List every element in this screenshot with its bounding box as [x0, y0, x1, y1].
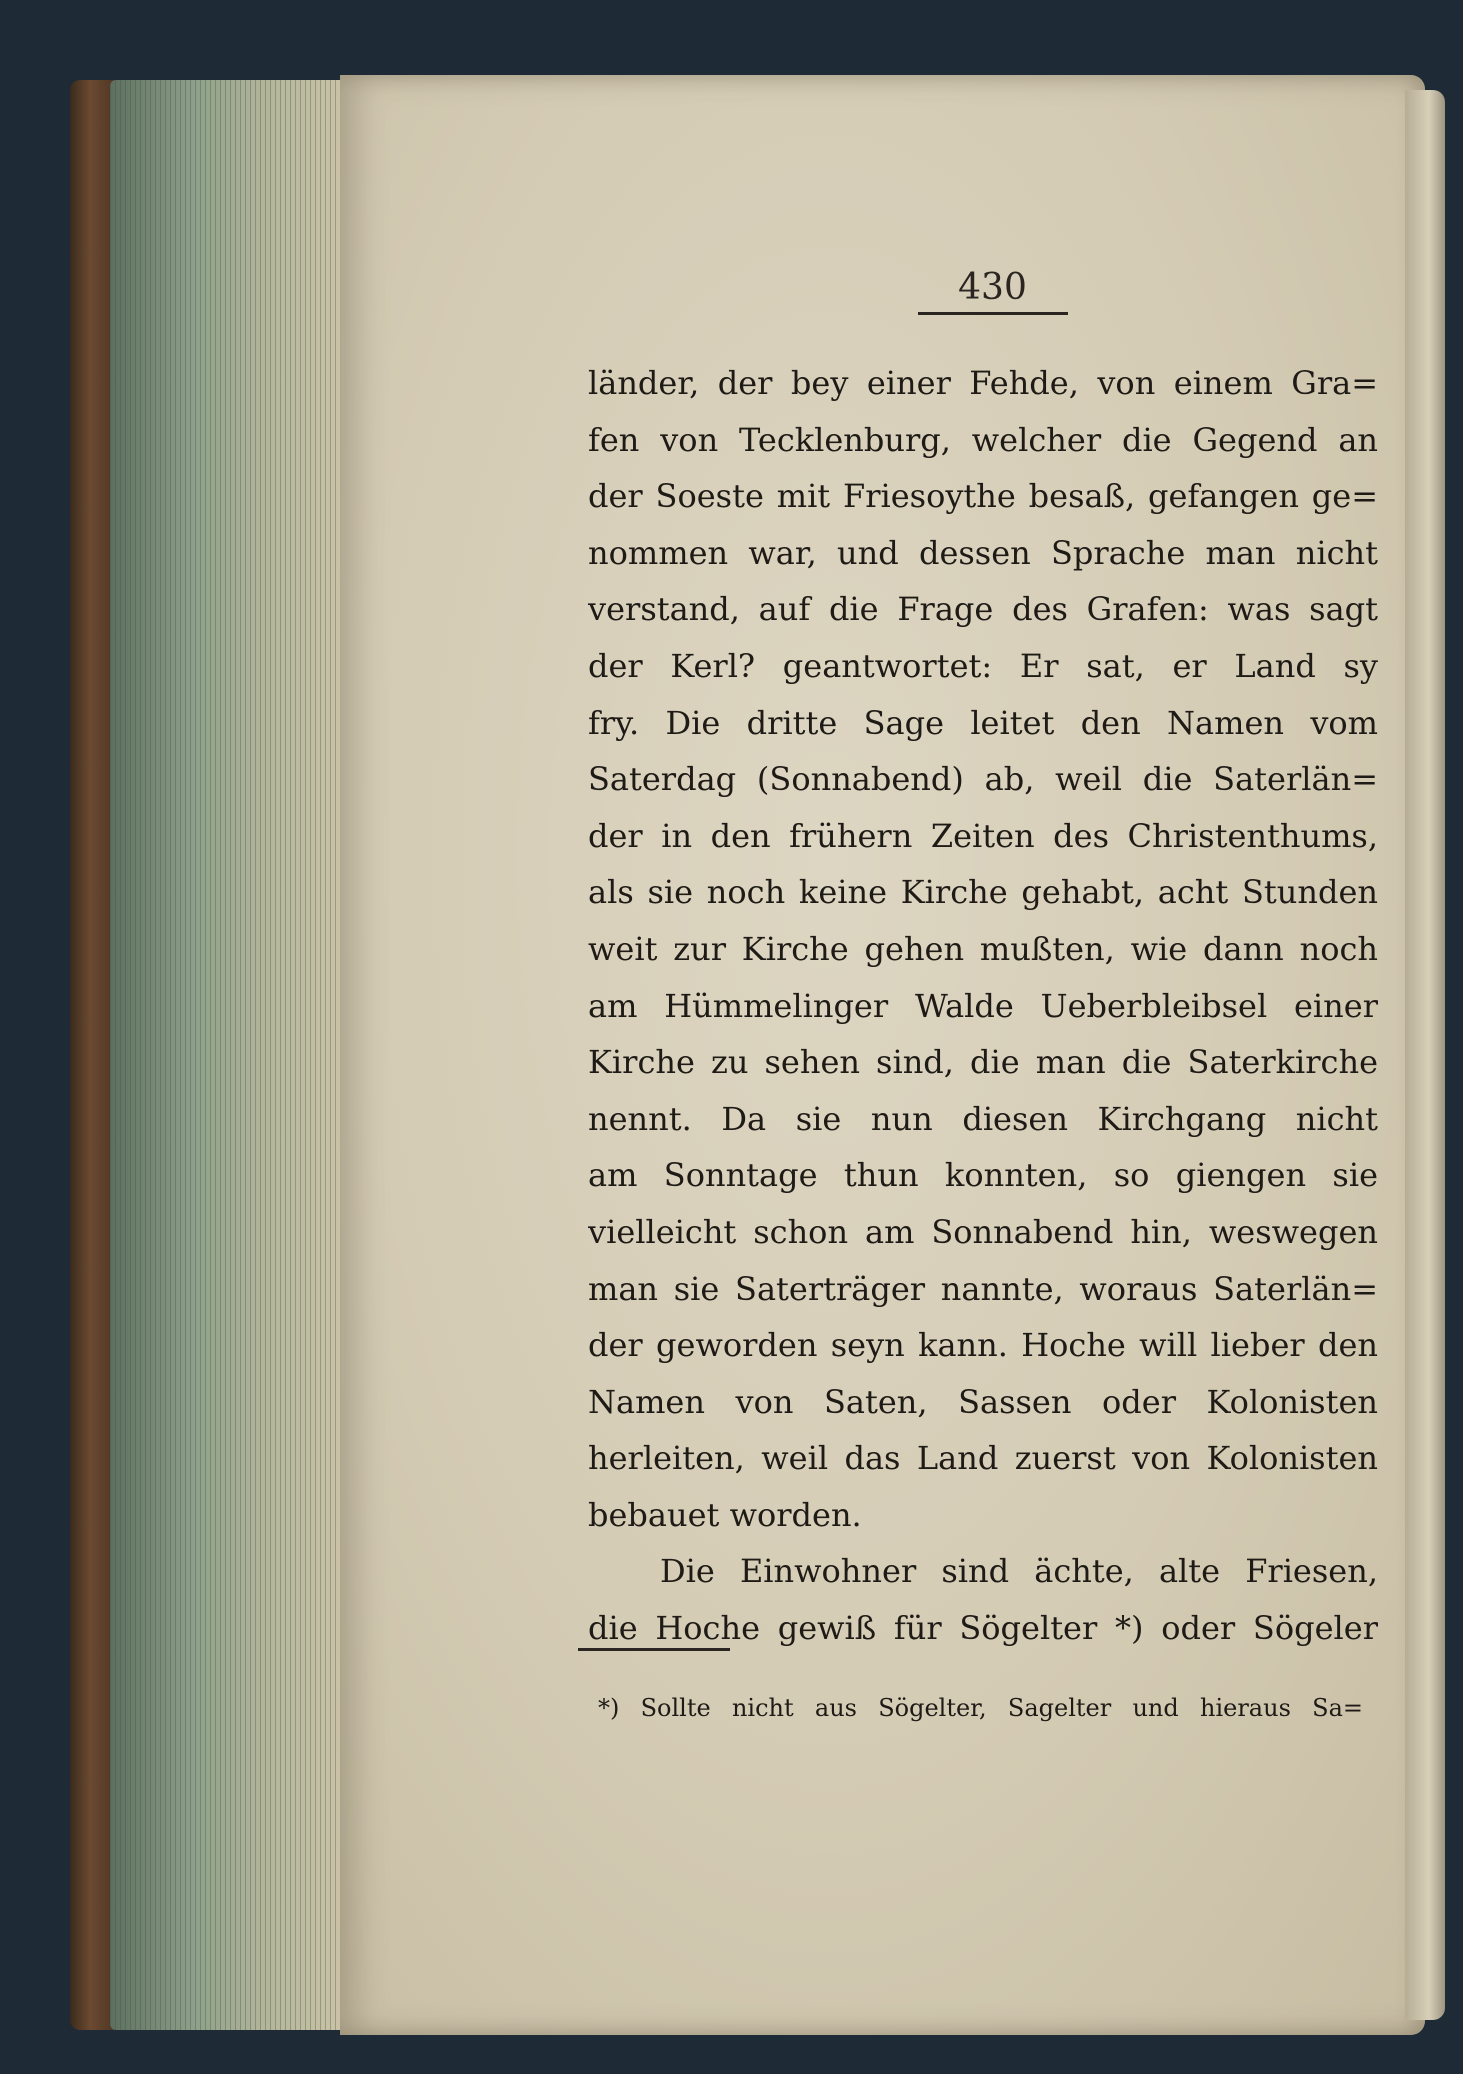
text-line: länder, der bey einer Fehde, von einem Gra=: [588, 364, 1378, 402]
page-gutter: [1405, 90, 1445, 2020]
text-line: vielleicht schon am Sonnabend hin, weswegen: [588, 1212, 1378, 1251]
text-line: bebauet worden.: [588, 1495, 862, 1534]
text-line: der geworden seyn kann. Hoche will lieber den: [588, 1326, 1378, 1365]
text-line: am Sonntage thun konnten, so giengen sie: [588, 1156, 1378, 1195]
text-line: verstand, auf die Frage des Grafen: was sagt: [588, 590, 1378, 629]
text-line: nommen war, und dessen Sprache man nicht: [588, 533, 1378, 572]
page-number: 430: [958, 267, 1027, 308]
footnote: *) Sollte nicht aus Sögelter, Sagelter und hieraus Sa=: [598, 1694, 1363, 1722]
text-line: der in den frühern Zeiten des Christenthums,: [588, 816, 1378, 855]
text-line: weit zur Kirche gehen mußten, wie dann noch: [588, 929, 1378, 968]
text-line: man sie Saterträger nannte, woraus Saterlän=: [588, 1269, 1378, 1308]
text-line: herleiten, weil das Land zuerst von Kolonisten: [588, 1439, 1378, 1478]
text-line: am Hümmelinger Walde Ueberbleibsel einer: [588, 986, 1378, 1025]
text-line: fen von Tecklenburg, welcher die Gegend an: [588, 420, 1378, 459]
text-line: Saterdag (Sonnabend) ab, weil die Saterlän=: [588, 760, 1378, 799]
text-line: der Kerl? geantwortet: Er sat, er Land sy: [588, 646, 1378, 685]
page-number-rule: [918, 312, 1068, 315]
page-edges: [110, 80, 350, 2030]
text-line: Kirche zu sehen sind, die man die Saterkirche: [588, 1043, 1378, 1082]
text-line: Die Einwohner sind ächte, alte Friesen,: [660, 1552, 1378, 1591]
text-line: nennt. Da sie nun diesen Kirchgang nicht: [588, 1099, 1378, 1138]
text-line: die Hoche gewiß für Sögelter *) oder Sögeler: [588, 1609, 1378, 1648]
body-text: [588, 355, 1378, 1657]
text-line: Namen von Saten, Sassen oder Kolonisten: [588, 1382, 1378, 1421]
text-line: der Soeste mit Friesoythe besaß, gefangen ge=: [588, 477, 1378, 516]
footnote-rule: [578, 1648, 730, 1651]
text-line: als sie noch keine Kirche gehabt, acht Stunden: [588, 873, 1378, 912]
text-line: fry. Die dritte Sage leitet den Namen vom: [588, 703, 1378, 742]
